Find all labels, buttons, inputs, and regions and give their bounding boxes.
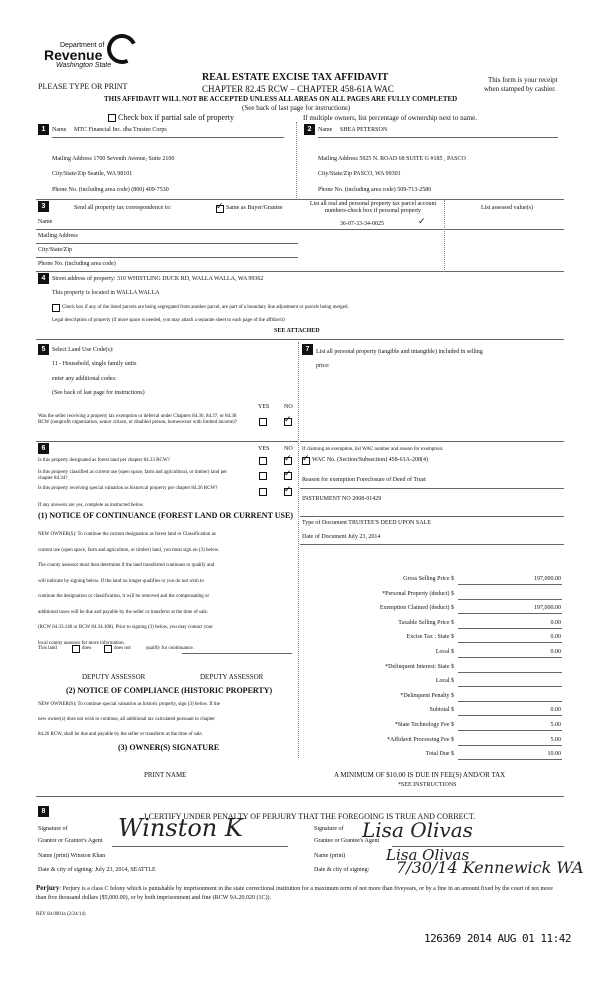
minimum-fee-note: A MINIMUM OF $10.00 IS DUE IN FEE(S) AND/OR TAX [334,771,506,779]
notice-line: additional taxes will be due and payable by the seller or transferor at the time of sale. [38,609,209,615]
multiple-owners-note: If multiple owners, list percentage of ownership next to name. [303,114,477,122]
tax-row-label: *Delinquent Interest: State $ [385,663,454,670]
certify-statement: I CERTIFY UNDER PENALTY OF PERJURY THAT THE FOREGOING IS TRUE AND CORRECT. [144,812,476,821]
tax-row-line [458,759,562,760]
correspondence-phone: Phone No. (including area code) [38,261,116,267]
section-2-badge: 2 [304,124,315,135]
tax-row-line [458,745,562,746]
tax-row-line [458,730,562,731]
grantor-name-print: Name (print) Winston Khan [38,853,106,859]
grantee-date-city: 7/30/14 Kennewick WA [396,858,584,877]
document-date: Date of Document July 23, 2014 [302,534,381,540]
see-back-note: (See back of last page for instructions) [242,104,351,112]
tax-row-line [458,628,562,629]
seller-city: City/State/Zip Seattle, WA 98101 [52,171,133,177]
grantee-date-label: Date & city of signing: [314,867,370,873]
notice-line: current use (open space, farm and agriculture, or timber) land, you must sign on (3) below. [38,547,220,553]
notice-compliance-heading: (2) NOTICE OF COMPLIANCE (HISTORIC PROPERTY) [66,686,273,695]
correspondence-mailing: Mailing Address [38,233,78,239]
current-use-question: Is this property classified as current use (open space, farm and agricultural, or timber) land per chapter 84.34? [38,470,227,481]
notice-line: will indicate by signing below. If the land no longer qualifies or you do not wish to [38,578,204,584]
divider [36,229,564,230]
land-does-not-label: does not [114,646,131,651]
divider [36,199,564,200]
tax-row-line [458,686,562,687]
grantee-name-print: Lisa Olivas [386,846,470,864]
notice-line: (RCW 84.33.140 or RCW 84.34.108). Prior to signing (3) below, you may contact your [38,625,213,630]
located-in: This property is located in WALLA WALLA [52,290,160,296]
tax-row-label: Gross Selling Price $ [403,576,454,582]
partial-sale-checkbox[interactable] [108,114,116,122]
parcel-check-icon: ✓ [418,217,426,227]
divider [36,441,298,442]
list-parcels-header: List all real and personal property tax parcel account numbers-check box if personal property [309,201,437,214]
historic-yes-checkbox[interactable] [259,488,267,496]
deputy-assessor-2: DEPUTY ASSESSOR [200,673,264,681]
section-4-badge: 4 [38,273,49,284]
correspondence-city: City/State/Zip [38,247,72,253]
tax-row-value[interactable]: 197,000.00 [534,605,561,612]
logo-state: Washington State [56,62,112,69]
tax-row-label: Total Due $ [425,751,454,758]
notice-continuance-heading: (1) NOTICE OF CONTINUANCE (FOREST LAND OR CURRENT USE) [38,511,293,520]
seller-exemption-question: Was the seller receiving a property tax exemption or deferral under Chapters 84.36, 84.37, or 84.38 RCW (nonprofit organization, senior citizen, or disabled person, homeowner with limited income)? [38,414,237,425]
divider [300,441,564,442]
correspondence-name: Name [38,219,53,225]
tax-row-line [458,657,562,658]
divider [36,243,298,244]
perjury-label: Perjury [36,884,60,892]
form-warning: THIS AFFIDAVIT WILL NOT BE ACCEPTED UNLESS ALL AREAS ON ALL PAGES ARE FULLY COMPLETED [104,95,458,103]
notice-line: NEW OWNER(S): To continue special valuation as historic property, sign (3) below. If the [38,702,220,707]
column-divider [296,122,297,200]
tax-row-label: Local $ [435,649,454,655]
buyer-mailing: Mailing Address 5025 N. ROAD 68 SUITE G #185 , PASCO [318,156,466,162]
owner-signature-heading: (3) OWNER(S) SIGNATURE [118,743,220,752]
current-use-no-checkbox[interactable] [284,472,292,480]
exemption-no-checkbox[interactable] [284,418,292,426]
tax-row-label: *Affidavit Processing Fee $ [386,736,454,743]
land-does-checkbox[interactable] [72,645,80,653]
land-use-label: Select Land Use Code(s): [52,347,114,353]
land-does-not-checkbox[interactable] [104,645,112,653]
seller-name: MTC Financial Inc. dba Trustee Corps [74,127,167,133]
historic-question: Is this property receiving special valuation as historical property per chapter 84.26 RCW? [38,486,218,491]
divider [36,271,564,272]
same-as-buyer-checkbox[interactable] [216,205,224,213]
tax-row-label: Subtotal $ [429,707,454,714]
partial-sale-label: Check box if partial sale of property [118,113,234,122]
yes-header: YES [258,446,270,452]
divider [36,339,564,340]
receipt-note-1: This form is your receipt [488,76,558,84]
current-use-yes-checkbox[interactable] [259,472,267,480]
forest-land-question: Is this property designated as forest land per chapter 84.33 RCW? [38,458,170,463]
section-1-badge: 1 [38,124,49,135]
sig-of-left: Signature of [38,826,68,832]
grantee-agent-label: Grantee or Grantee's Agent [314,838,380,844]
section-3-badge: 3 [38,201,49,212]
personal-property-price: price: [316,363,330,369]
divider [300,544,564,545]
divider [300,488,564,489]
recording-stamp: 126369 2014 AUG 01 11:42 [424,932,571,945]
forest-yes-checkbox[interactable] [259,457,267,465]
section-6-badge: 6 [38,443,49,454]
personal-property-label: List all personal property (tangible and intangible) included in selling [316,349,483,355]
notice-line: The county assessor must then determine if the land transferred continues to qualify and [38,563,215,568]
yes-header: YES [258,404,270,410]
sig-of-right: Signature of [314,826,344,832]
tax-row-label: *Personal Property (deduct) $ [382,590,454,597]
qualify-continuance: qualify for continuance. [146,646,194,651]
instrument-number: INSTRUMENT NO 2008-01429 [302,496,382,502]
please-type: PLEASE TYPE OR PRINT [38,82,128,91]
grantor-date-city: Date & city of signing: July 23, 2014, SEATTLE [38,867,156,873]
tax-row-line [458,613,562,614]
divider [318,137,558,138]
additional-codes: enter any additional codes: [52,376,117,382]
tax-row-value[interactable]: 197,000.00 [534,576,561,582]
assessed-value-header: List assessed value(s) [481,205,533,211]
buyer-city: City/State/Zip PASCO, WA 99301 [318,171,401,177]
divider [52,137,284,138]
notice-line: 84.26 RCW, shall be due and payable by the seller or transferor at the time of sale. [38,732,203,737]
column-divider [298,342,299,758]
exemption-yes-checkbox[interactable] [259,418,267,426]
send-correspondence: Send all property tax correspondence to: [74,205,172,211]
tax-row-value[interactable]: 10.00 [547,751,561,758]
buyer-phone: Phone No. (including area code) 509-713-2580 [318,187,432,193]
tax-row-line [458,642,562,643]
exemption-reason: Reason for exemption Foreclosure of Deed of Trust [302,477,426,483]
tax-row-label: Exemption Claimed (deduct) $ [379,605,454,612]
segregated-checkbox[interactable] [52,304,60,312]
seller-name-label: Name [52,127,67,133]
claiming-exemption: If claiming an exemption, list WAC number and reason for exemption: [302,447,444,452]
tax-row-label: *State Technology Fee $ [394,722,454,728]
form-chapters: CHAPTER 82.45 RCW – CHAPTER 458-61A WAC [202,84,394,94]
tax-row-line [458,672,562,673]
same-as-buyer-label: Same as Buyer/Grantee [226,205,283,211]
no-header: NO [284,404,293,410]
tax-row-value[interactable]: 0.00 [550,707,561,714]
historic-no-checkbox[interactable] [284,488,292,496]
revision-label: REV 84 0001a (2/24/14) [36,912,86,917]
tax-row-value[interactable]: 5.00 [550,736,561,743]
grantee-signature: Lisa Olivas [362,818,473,842]
buyer-name-label: Name [318,127,333,133]
buyer-name: SHEA PETERSON [340,127,388,133]
tax-row-label: Taxable Selling Price $ [398,619,454,626]
assessor-signature-line[interactable] [182,653,292,654]
land-use-see-back: (See back of last page for instructions) [52,390,145,396]
tax-row-line [458,599,562,600]
legal-description-label: Legal description of property (if more space is needed, you may attach a separate sheet to each page of the affidavit) [52,318,285,323]
section-7-badge: 7 [302,344,313,355]
tax-row-label: Excise Tax : State $ [406,634,454,641]
grantor-agent-label: Grantor or Grantor's Agent [38,838,103,844]
divider [36,257,298,258]
divider [300,516,564,517]
tax-row-value[interactable]: 0.00 [550,634,561,641]
column-divider [444,200,445,272]
notice-line: continue the designation or classification, it will be removed and the compensating or [38,594,210,599]
wac-checkbox[interactable] [302,457,310,465]
street-address: Street address of property: 310 WHISTLING DUCK RD, WALLA WALLA, WA 99362 [52,276,264,282]
logo-revenue: Revenue [44,47,103,63]
tax-row-line [458,701,562,702]
this-land-label: This land [38,646,57,651]
receipt-note-2: when stamped by cashier. [484,85,556,93]
logo-dept-line: Department of [60,42,105,49]
see-attached: SEE ATTACHED [274,328,320,334]
see-instructions: *SEE INSTRUCTIONS [398,782,457,788]
notice-line: new owner(s) does not wish to continue, all additional tax calculated pursuant to chapter [38,717,215,722]
parcel-number: 36-07-33-34-0025 [340,221,384,227]
tax-row-line [458,584,562,585]
seller-mailing: Mailing Address 1700 Seventh Avenue, Suite 2100 [52,156,175,162]
seller-phone: Phone No. (including area code) (800) 409-7530 [52,187,169,193]
document-type: Type of Document TRUSTEE'S DEED UPON SALE [302,520,431,526]
tax-row-value[interactable]: 5.00 [550,722,561,728]
section-5-badge: 5 [38,344,49,355]
land-use-code: 11 - Household, single family units [52,361,137,367]
grantor-signature: Winston K [118,814,243,842]
perjury-text: : Perjury is a class C felony which is punishable by imprisonment in the state correctional institution for a maximum term of not more than fiveyears, or by a fine in an amount fixed by the court of not more than five thousand dollars ($5,000.00), or by both imprisonment and fine (RCW 9A.20.020 (1C)). [36,886,553,901]
grantor-signature-line[interactable] [112,846,288,847]
tax-row-label: Local $ [435,678,454,685]
perjury-notice [36,884,564,903]
grantee-name-print-label: Name (print) [314,853,346,859]
divider [36,796,564,797]
notice-line: NEW OWNER(S): To continue the current designation as forest land or Classification as [38,532,216,537]
no-header: NO [284,446,293,452]
form-title: REAL ESTATE EXCISE TAX AFFIDAVIT [202,72,389,83]
forest-no-checkbox[interactable] [284,457,292,465]
tax-row-value[interactable]: 0.00 [550,619,561,626]
section-8-badge: 8 [38,806,49,817]
notice-line: local county assessor for more information. [38,640,125,646]
land-does-label: does [82,646,92,651]
segregated-label: Check box if any of the listed parcels are being segregated from another parcel, are part of a boundary line adjustment or parcels being merged. [62,305,349,310]
tax-row-line [458,715,562,716]
if-any-yes: If any answers are yes, complete as instructed below. [38,503,145,508]
tax-row-label: *Delinquent Penalty $ [400,692,454,699]
deputy-assessor-1: DEPUTY ASSESSOR [82,673,146,681]
wac-number: WAC No. (Section/Subsection) 458-61A-208(4) [312,457,428,463]
tax-row-value[interactable]: 0.00 [550,649,561,655]
print-name-label: PRINT NAME [144,771,187,779]
